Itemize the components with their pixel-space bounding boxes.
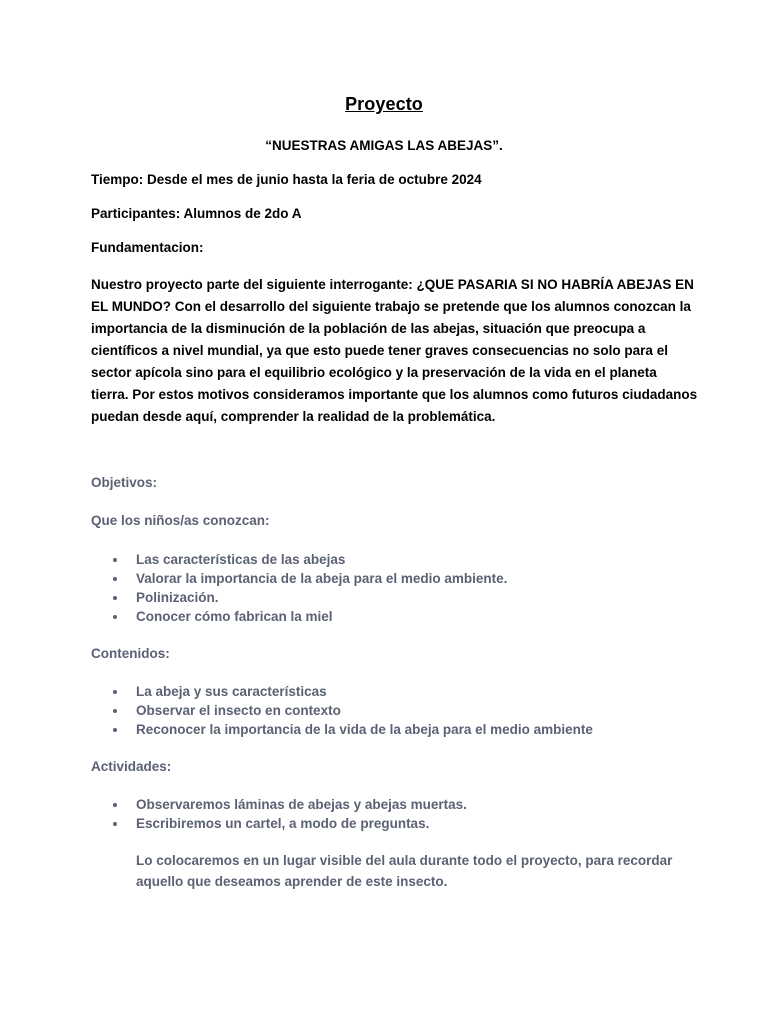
tiempo-line: Tiempo: Desde el mes de junio hasta la feria de octubre 2024 [91, 172, 482, 187]
paragraph-line: EL MUNDO? Con el desarrollo del siguiente trabajo se pretende que los alumnos conozcan la [91, 299, 691, 314]
bullet-icon [113, 728, 117, 732]
list-item: Observaremos láminas de abejas y abejas muertas. [91, 795, 467, 814]
objetivos-label: Objetivos: [91, 475, 158, 490]
list-item: Conocer cómo fabrican la miel [91, 607, 507, 626]
list-item: Las características de las abejas [91, 550, 507, 569]
participantes-line: Participantes: Alumnos de 2do A [91, 206, 302, 221]
actividades-note [136, 850, 672, 892]
note-line: Lo colocaremos en un lugar visible del aula durante todo el proyecto, para recordar [136, 853, 673, 868]
list-item: Valorar la importancia de la abeja para el medio ambiente. [91, 569, 507, 588]
bullet-icon [113, 690, 117, 694]
actividades-list [91, 795, 467, 833]
list-item: Escribiremos un cartel, a modo de preguntas. [91, 814, 467, 833]
paragraph-line: sector apícola sino para el equilibrio ecológico y la preservación de la vida en el planeta [91, 365, 657, 380]
contenidos-list [91, 682, 593, 739]
contenidos-label: Contenidos: [91, 646, 170, 661]
fundamentacion-label: Fundamentacion: [91, 240, 204, 255]
note-line: aquello que deseamos aprender de este insecto. [136, 874, 448, 889]
list-item: Polinización. [91, 588, 507, 607]
bullet-icon [113, 803, 117, 807]
list-item: Reconocer la importancia de la vida de la abeja para el medio ambiente [91, 720, 593, 739]
paragraph-line: científicos a nivel mundial, ya que esto puede tener graves consecuencias no solo para el [91, 343, 668, 358]
bullet-icon [113, 577, 117, 581]
document-title: Proyecto [345, 94, 423, 114]
document-subtitle: “NUESTRAS AMIGAS LAS ABEJAS”. [265, 138, 503, 153]
paragraph-line: tierra. Por estos motivos consideramos importante que los alumnos como futuros ciudadanos [91, 387, 698, 402]
paragraph-line: importancia de la disminución de la población de las abejas, situación que preocupa a [91, 321, 646, 336]
paragraph-line: puedan desde aquí, comprender la realidad de la problemática. [91, 409, 496, 424]
objetivos-list [91, 550, 507, 626]
objetivos-intro: Que los niños/as conozcan: [91, 513, 270, 528]
list-item: La abeja y sus características [91, 682, 593, 701]
bullet-icon [113, 596, 117, 600]
list-item: Observar el insecto en contexto [91, 701, 593, 720]
fundamentacion-paragraph [91, 274, 698, 428]
bullet-icon [113, 558, 117, 562]
paragraph-line: Nuestro proyecto parte del siguiente interrogante: ¿QUE PASARIA SI NO HABRÍA ABEJAS EN [91, 277, 694, 292]
bullet-icon [113, 615, 117, 619]
bullet-icon [113, 709, 117, 713]
bullet-icon [113, 822, 117, 826]
actividades-label: Actividades: [91, 759, 172, 774]
